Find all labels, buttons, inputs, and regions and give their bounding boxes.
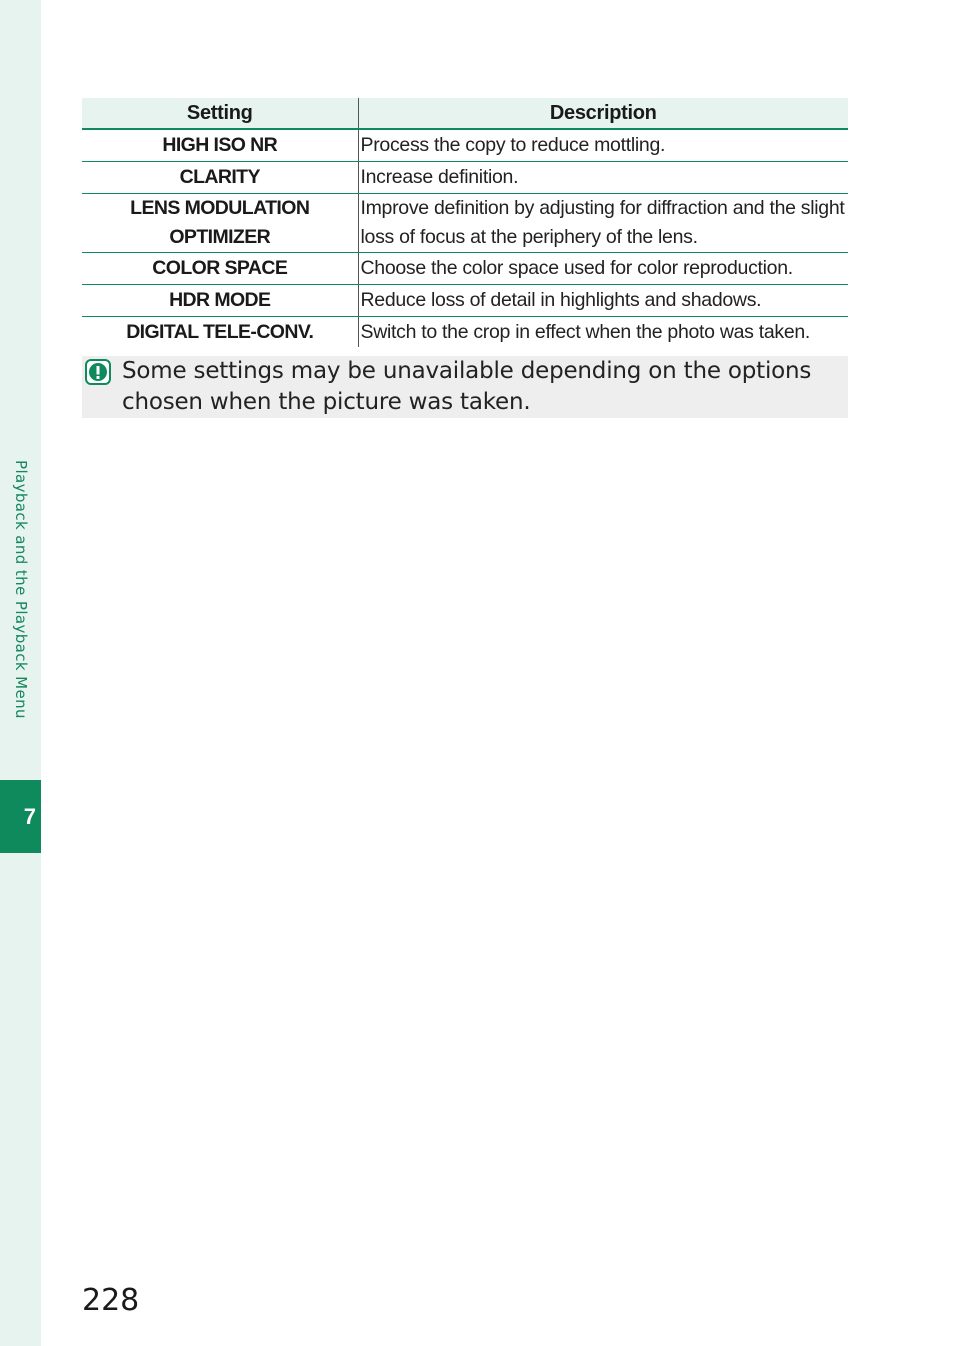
caution-icon <box>85 359 111 385</box>
page-number: 228 <box>82 1283 140 1318</box>
table-row <box>82 129 848 162</box>
column-header-description: Description <box>358 98 848 129</box>
table-row <box>82 285 848 317</box>
section-label: Playback and the Playback Menu <box>12 460 30 719</box>
setting-description: Choose the color space used for color reproduction. <box>358 253 848 285</box>
setting-description: Switch to the crop in effect when the photo was taken. <box>358 317 848 348</box>
setting-name: CLARITY <box>82 162 358 194</box>
table-row <box>82 253 848 285</box>
chapter-tab[interactable]: 7 <box>0 780 41 853</box>
setting-description: Process the copy to reduce mottling. <box>358 129 848 162</box>
column-header-setting: Setting <box>82 98 358 129</box>
settings-table <box>82 98 848 347</box>
setting-name: DIGITAL TELE-CONV. <box>126 320 314 343</box>
setting-name: HDR MODE <box>82 285 358 317</box>
setting-name: COLOR SPACE <box>82 253 358 285</box>
setting-description: Reduce loss of detail in highlights and shadows. <box>358 285 848 317</box>
setting-description: Improve definition by adjusting for diffraction and the slight loss of focus at the periphery of the lens. <box>358 194 848 253</box>
note-text: Some settings may be unavailable depending on the options chosen when the picture was taken. <box>122 358 812 415</box>
setting-name: HIGH ISO NR <box>82 129 358 162</box>
table-row <box>82 317 848 348</box>
caution-note <box>82 356 848 418</box>
setting-description: Increase definition. <box>358 162 848 194</box>
setting-name: LENS MODULATION OPTIMIZER <box>82 194 358 253</box>
table-header-row <box>82 98 848 129</box>
table-row <box>82 162 848 194</box>
table-row <box>82 194 848 253</box>
